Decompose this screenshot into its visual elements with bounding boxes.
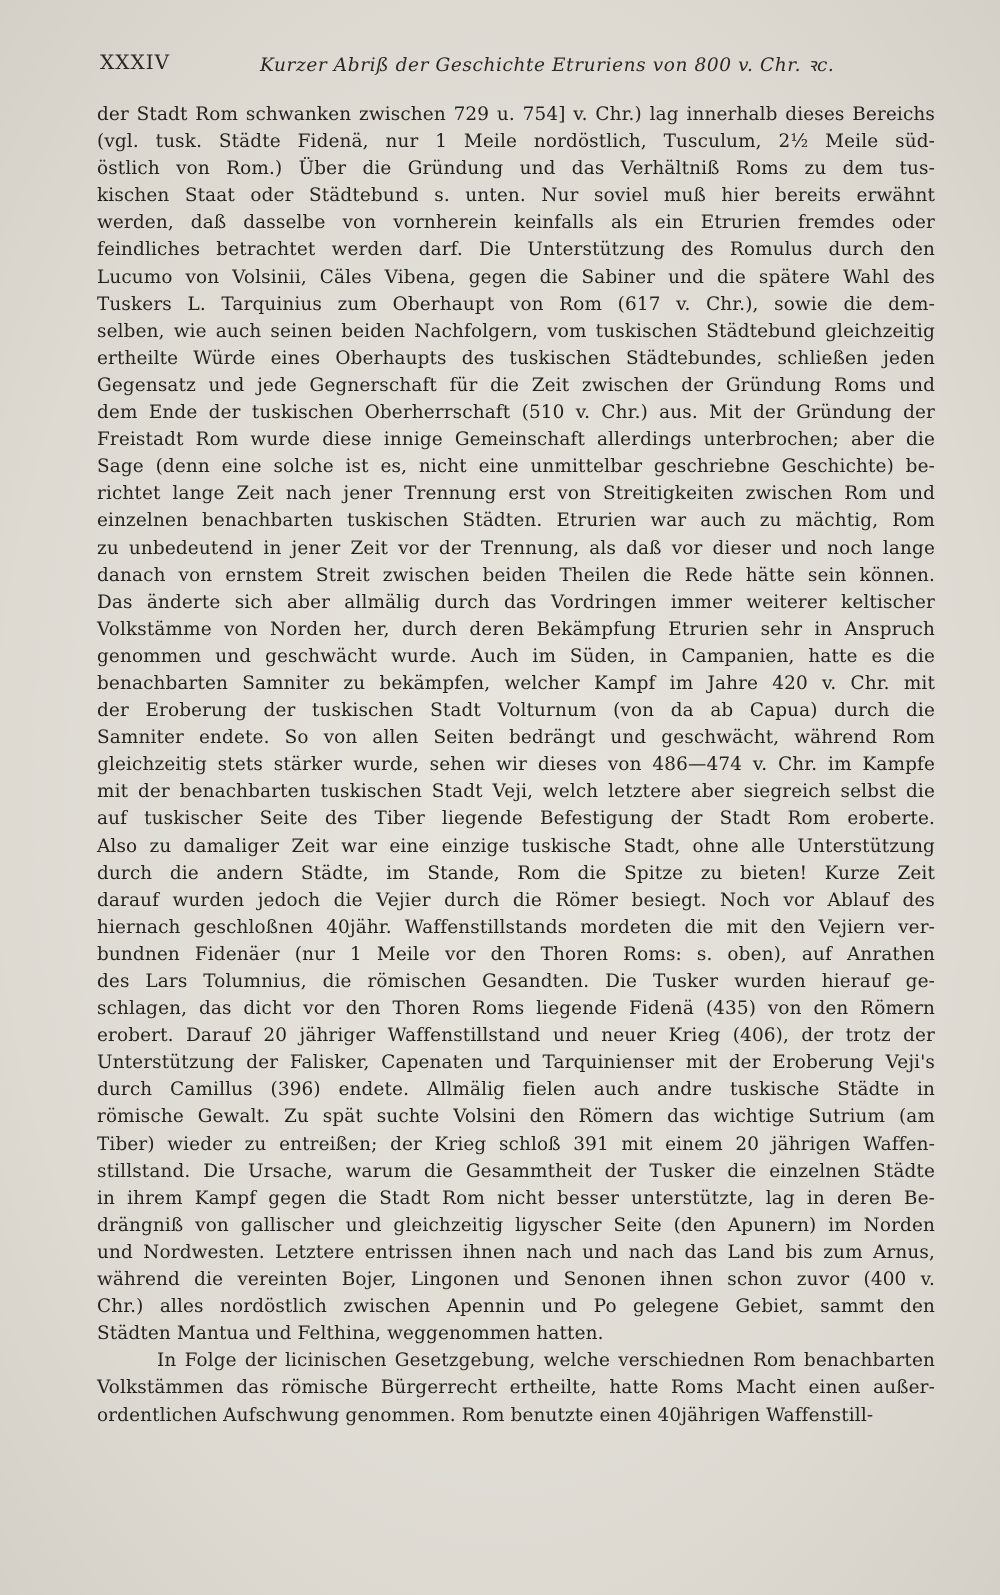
text-line: selben, wie auch seinen beiden Nachfolgern, vom tuskischen Städtebund gleichzeitig [97, 320, 935, 342]
text-line: einzelnen benachbarten tuskischen Städten. Etrurien war auch zu mächtig, Rom [97, 510, 935, 532]
text-line: erobert. Darauf 20 jähriger Waffenstillstand und neuer Krieg (406), der trotz der [97, 1025, 935, 1047]
text-line: kischen Staat oder Städtebund s. unten. Nur soviel muß hier bereits erwähnt [97, 185, 935, 207]
text-line: dem Ende der tuskischen Oberherrschaft (510 v. Chr.) aus. Mit der Gründung der [97, 402, 935, 424]
text-line: gleichzeitig stets stärker wurde, sehen wir dieses von 486—474 v. Chr. im Kampfe [97, 754, 935, 776]
text-line: der Stadt Rom schwanken zwischen 729 u. 754] v. Chr.) lag innerhalb dieses Bereichs [97, 104, 935, 125]
running-title: Kurzer Abriß der Geschichte Etruriens von 800 v. Chr. ꝛc. [260, 55, 835, 76]
text-line: römische Gewalt. Zu spät suchte Volsini den Römern das wichtige Sutrium (am [97, 1106, 935, 1128]
text-line: darauf wurden jedoch die Vejier durch die Römer besiegt. Noch vor Ablauf des [97, 889, 935, 911]
text-line: Volkstämmen das römische Bürgerrecht ertheilte, hatte Roms Macht einen außer- [97, 1377, 935, 1399]
text-line: Tiber) wieder zu entreißen; der Krieg schloß 391 mit einem 20 jährigen Waffen- [97, 1133, 935, 1155]
text-line: und Nordwesten. Letztere entrissen ihnen nach und nach das Land bis zum Arnus, [97, 1241, 935, 1263]
text-line: Volkstämme von Norden her, durch deren Bekämpfung Etrurien sehr in Anspruch [97, 618, 935, 640]
text-line: (vgl. tusk. Städte Fidenä, nur 1 Meile nordöstlich, Tusculum, 2½ Meile süd- [97, 131, 935, 153]
text-line: Samniter endete. So von allen Seiten bedrängt und geschwächt, während Rom [97, 727, 935, 749]
text-line: In Folge der licinischen Gesetzgebung, welche verschiednen Rom benachbarten [157, 1350, 935, 1372]
page-header [100, 50, 920, 80]
text-line: mit der benachbarten tuskischen Stadt Veji, welch letztere aber siegreich selbst die [97, 781, 935, 803]
text-line: benachbarten Samniter zu bekämpfen, welcher Kampf im Jahre 420 v. Chr. mit [97, 672, 935, 694]
text-line: feindliches betrachtet werden darf. Die Unterstützung des Romulus durch den [97, 239, 935, 261]
text-line: Lucumo von Volsinii, Cäles Vibena, gegen die Sabiner und die spätere Wahl des [97, 266, 935, 288]
text-line: richtet lange Zeit nach jener Trennung erst von Streitigkeiten zwischen Rom und [97, 483, 935, 505]
body-text [97, 101, 935, 1429]
text-line: danach von ernstem Streit zwischen beiden Theilen die Rede hätte sein können. [97, 564, 935, 586]
text-line: durch Camillus (396) endete. Allmälig fielen auch andre tuskische Städte in [97, 1079, 935, 1101]
text-line: Gegensatz und jede Gegnerschaft für die Zeit zwischen der Gründung Roms und [97, 374, 935, 396]
text-line: hiernach geschloßnen 40jähr. Waffenstillstands mordeten die mit den Vejiern ver- [97, 916, 935, 938]
text-line: zu unbedeutend in jener Zeit vor der Trennung, als daß vor dieser und noch lange [97, 537, 935, 559]
page-number: XXXIV [100, 50, 171, 74]
text-line: schlagen, das dicht vor den Thoren Roms liegende Fidenä (435) von den Römern [97, 998, 935, 1020]
text-line: Städten Mantua und Felthina, weggenommen hatten. [97, 1323, 604, 1345]
text-line: Unterstützung der Falisker, Capenaten und Tarquinienser mit der Eroberung Veji's [97, 1052, 935, 1074]
text-line: drängniß von gallischer und gleichzeitig ligyscher Seite (den Apunern) im Norden [97, 1214, 935, 1236]
text-line: Freistadt Rom wurde diese innige Gemeinschaft allerdings unterbrochen; aber die [97, 429, 935, 451]
text-line: Tuskers L. Tarquinius zum Oberhaupt von Rom (617 v. Chr.), sowie die dem- [97, 293, 935, 315]
text-line: stillstand. Die Ursache, warum die Gesammtheit der Tusker die einzelnen Städte [97, 1160, 935, 1182]
text-line: bundnen Fidenäer (nur 1 Meile vor den Thoren Roms: s. oben), auf Anrathen [97, 943, 935, 965]
text-line: östlich von Rom.) Über die Gründung und das Verhältniß Roms zu dem tus- [97, 158, 935, 180]
text-line: Chr.) alles nordöstlich zwischen Apennin und Po gelegene Gebiet, sammt den [97, 1296, 935, 1318]
text-line: durch die andern Städte, im Stande, Rom die Spitze zu bieten! Kurze Zeit [97, 862, 935, 884]
text-line: auf tuskischer Seite des Tiber liegende Befestigung der Stadt Rom eroberte. [97, 808, 935, 830]
text-line: ordentlichen Aufschwung genommen. Rom benutzte einen 40jährigen Waffenstill- [97, 1404, 874, 1426]
text-line: werden, daß dasselbe von vornherein keinfalls als ein Etrurien fremdes oder [97, 212, 935, 234]
text-line: in ihrem Kampf gegen die Stadt Rom nicht besser unterstützte, lag in deren Be- [97, 1187, 935, 1209]
text-line: ertheilte Würde eines Oberhaupts des tuskischen Städtebundes, schließen jeden [97, 347, 935, 369]
text-line: während die vereinten Bojer, Lingonen und Senonen ihnen schon zuvor (400 v. [97, 1269, 935, 1291]
text-line: Also zu damaliger Zeit war eine einzige tuskische Stadt, ohne alle Unterstützung [97, 835, 935, 857]
text-line: der Eroberung der tuskischen Stadt Volturnum (von da ab Capua) durch die [97, 700, 935, 722]
text-line: Sage (denn eine solche ist es, nicht eine unmittelbar geschriebne Geschichte) be- [97, 456, 935, 478]
text-line: genommen und geschwächt wurde. Auch im Süden, in Campanien, hatte es die [97, 645, 935, 667]
text-line: Das änderte sich aber allmälig durch das Vordringen immer weiterer keltischer [97, 591, 935, 613]
text-line: des Lars Tolumnius, die römischen Gesandten. Die Tusker wurden hierauf ge- [97, 971, 935, 992]
